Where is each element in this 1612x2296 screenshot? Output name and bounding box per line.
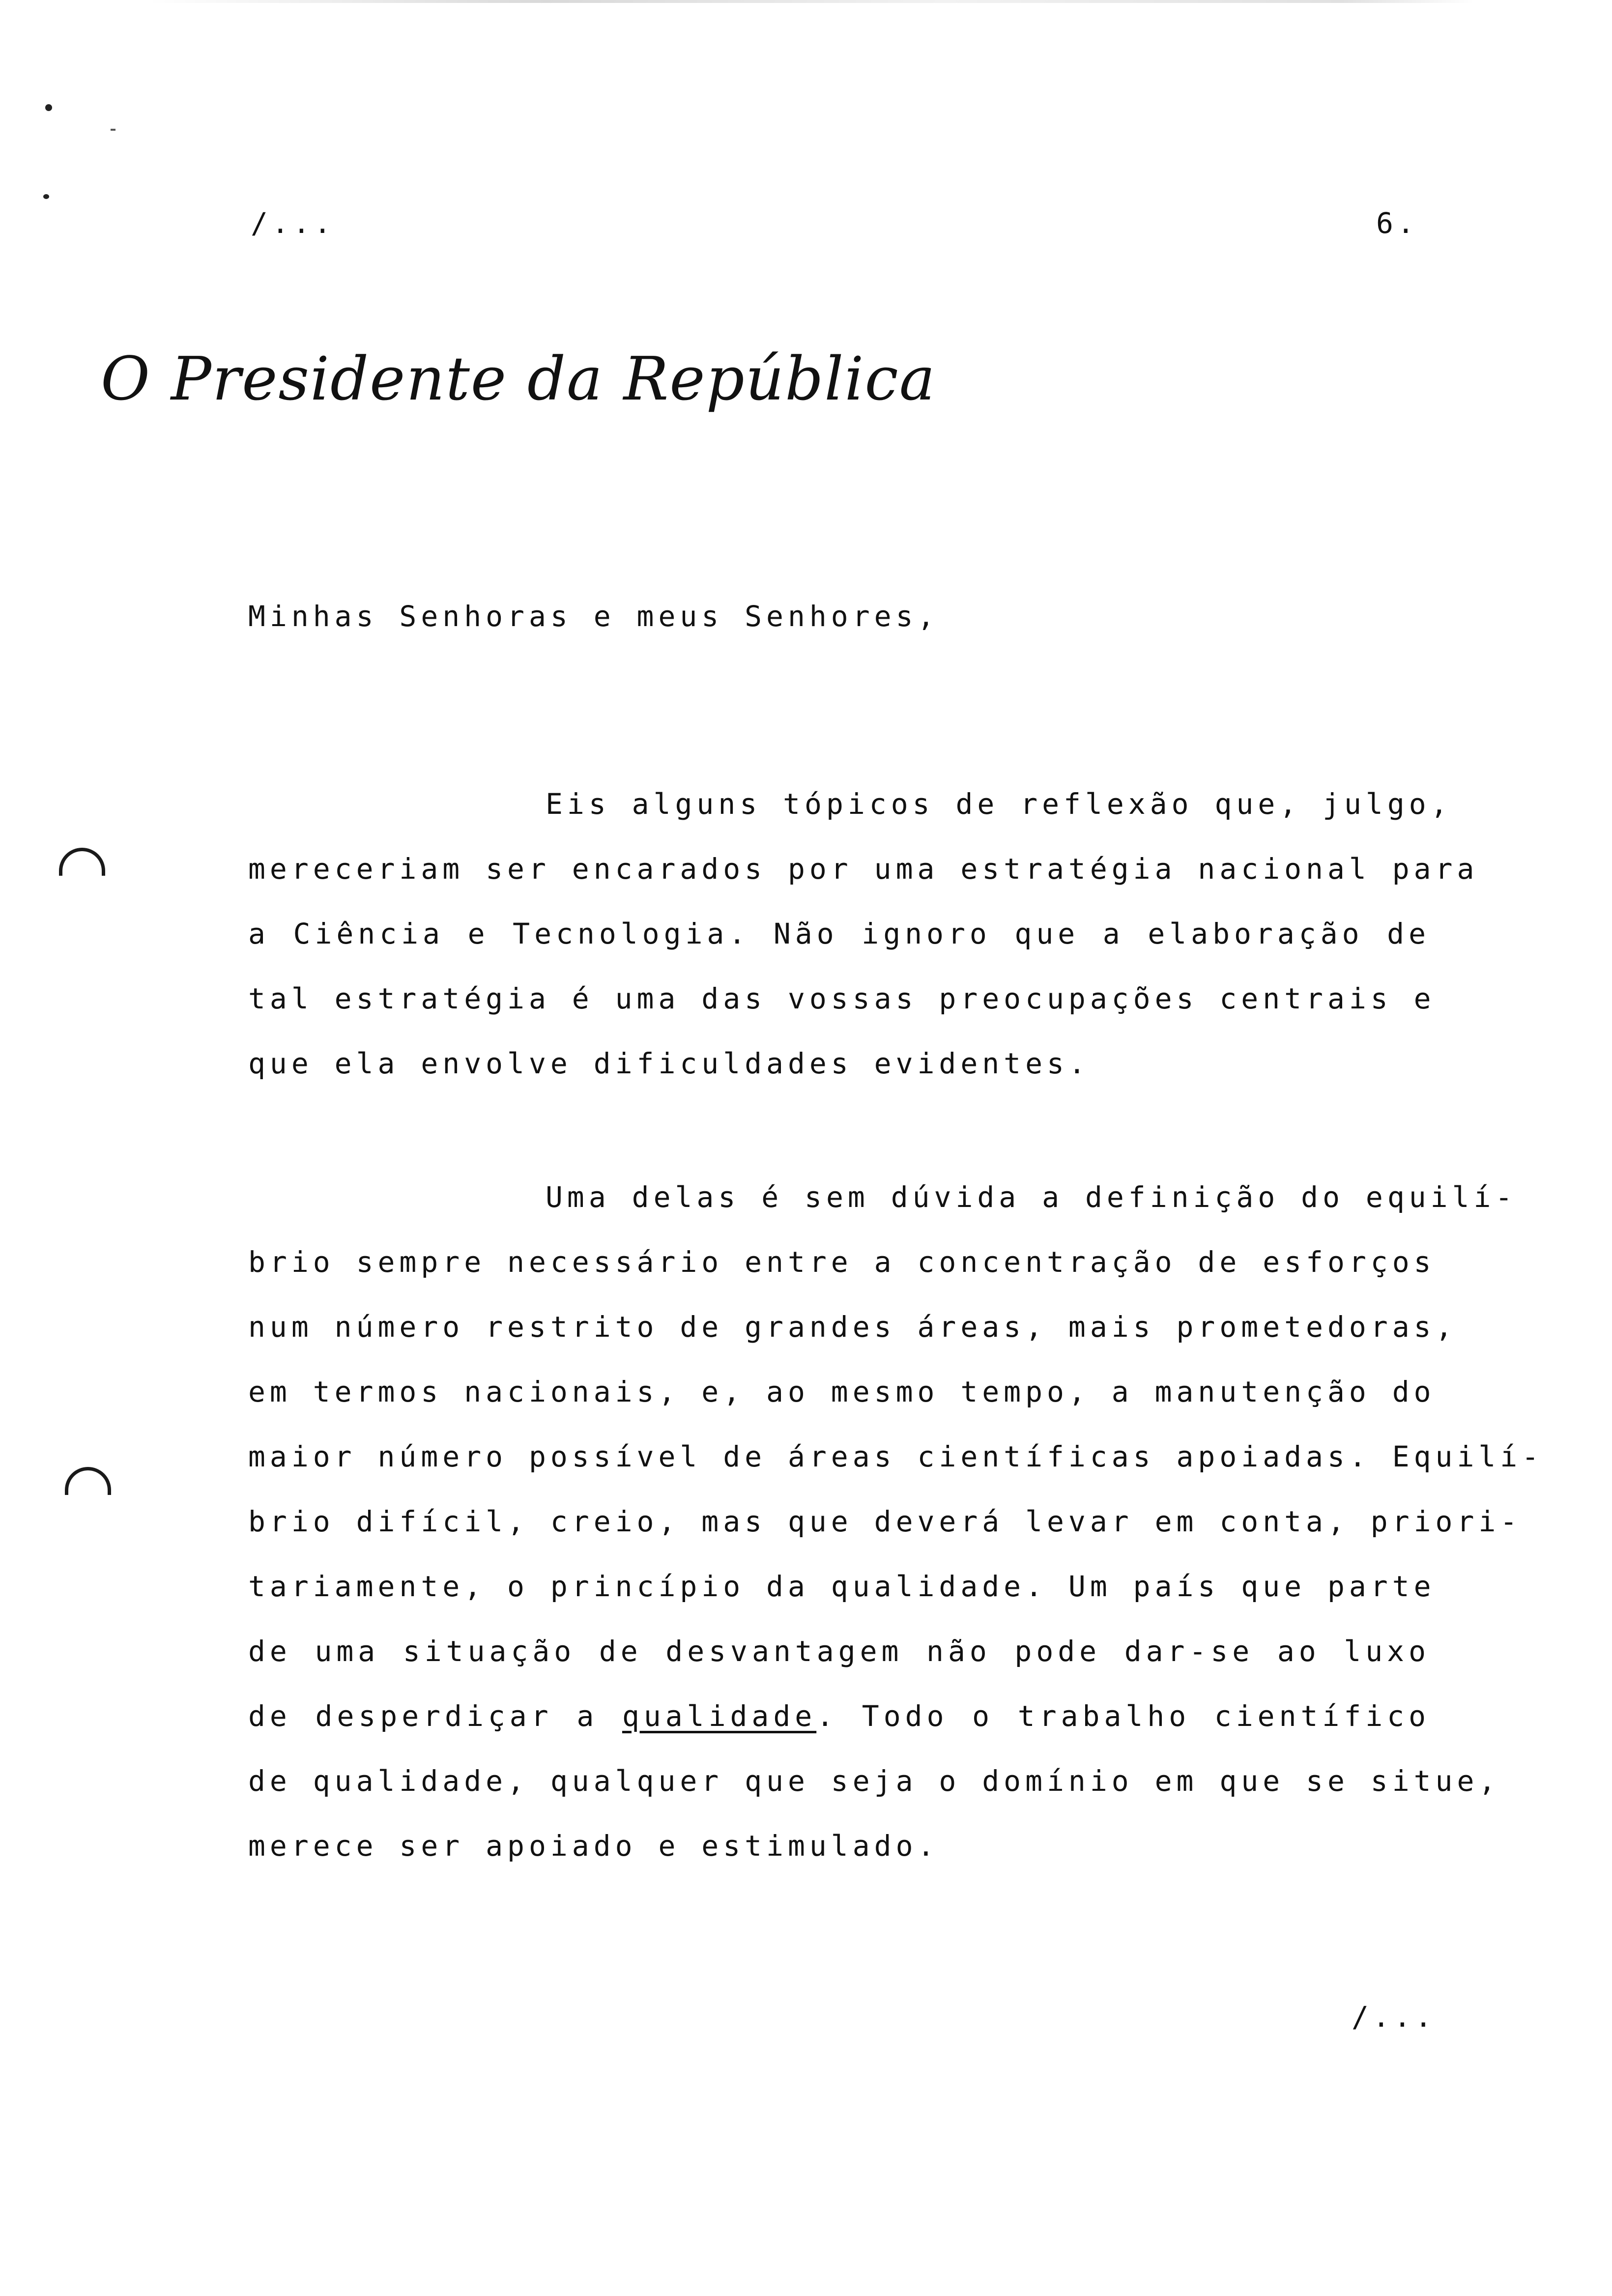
paragraph-line: em termos nacionais, e, ao mesmo tempo, a manutenção do [248,1375,1436,1408]
line-segment: . Todo o trabalho científico [816,1699,1430,1733]
paragraph-line: num número restrito de grandes áreas, mais prometedoras, [248,1310,1457,1344]
scan-speck [45,104,52,111]
punch-hole-mark [59,848,105,876]
paragraph-line: a Ciência e Tecnologia. Não ignoro que a elaboração de [248,917,1430,950]
punch-hole-mark [65,1467,111,1495]
continuation-marker-top: /... [251,206,335,240]
paragraph-line: que ela envolve dificuldades evidentes. [248,1047,1090,1080]
paragraph-line: maior número possível de áreas científicas apoiadas. Equilí- [248,1440,1544,1473]
paragraph-line-with-underline [248,1684,1430,1749]
letterhead-title: O Presidente da República [101,344,936,414]
underlined-word: qualidade [622,1699,817,1733]
paragraph-line: brio sempre necessário entre a concentração de esforços [248,1245,1436,1279]
paragraph-2 [248,1165,1544,1878]
paragraph-line: tariamente, o princípio da qualidade. Um país que parte [248,1570,1436,1603]
scan-speck [111,129,115,131]
paragraph-1 [248,772,1479,1096]
salutation: Minhas Senhoras e meus Senhores, [248,600,939,633]
scan-edge-noise [147,0,1474,3]
paragraph-line: Uma delas é sem dúvida a definição do equilí- [546,1180,1517,1214]
paragraph-line: tal estratégia é uma das vossas preocupações centrais e [248,982,1436,1015]
paragraph-line: Eis alguns tópicos de reflexão que, julgo, [546,787,1452,821]
paragraph-line: merece ser apoiado e estimulado. [248,1829,939,1863]
paragraph-line: mereceriam ser encarados por uma estratégia nacional para [248,852,1479,886]
scan-speck [43,194,49,199]
line-segment: de desperdiçar a [248,1699,599,1733]
paragraph-line: de qualidade, qualquer que seja o domínio em que se situe, [248,1764,1500,1798]
paragraph-line: de uma situação de desvantagem não pode dar-se ao luxo [248,1635,1430,1668]
page-number: 6. [1376,206,1418,240]
continuation-marker-bottom: /... [1352,2000,1436,2034]
paragraph-line: brio difícil, creio, mas que deverá levar em conta, priori- [248,1505,1522,1538]
